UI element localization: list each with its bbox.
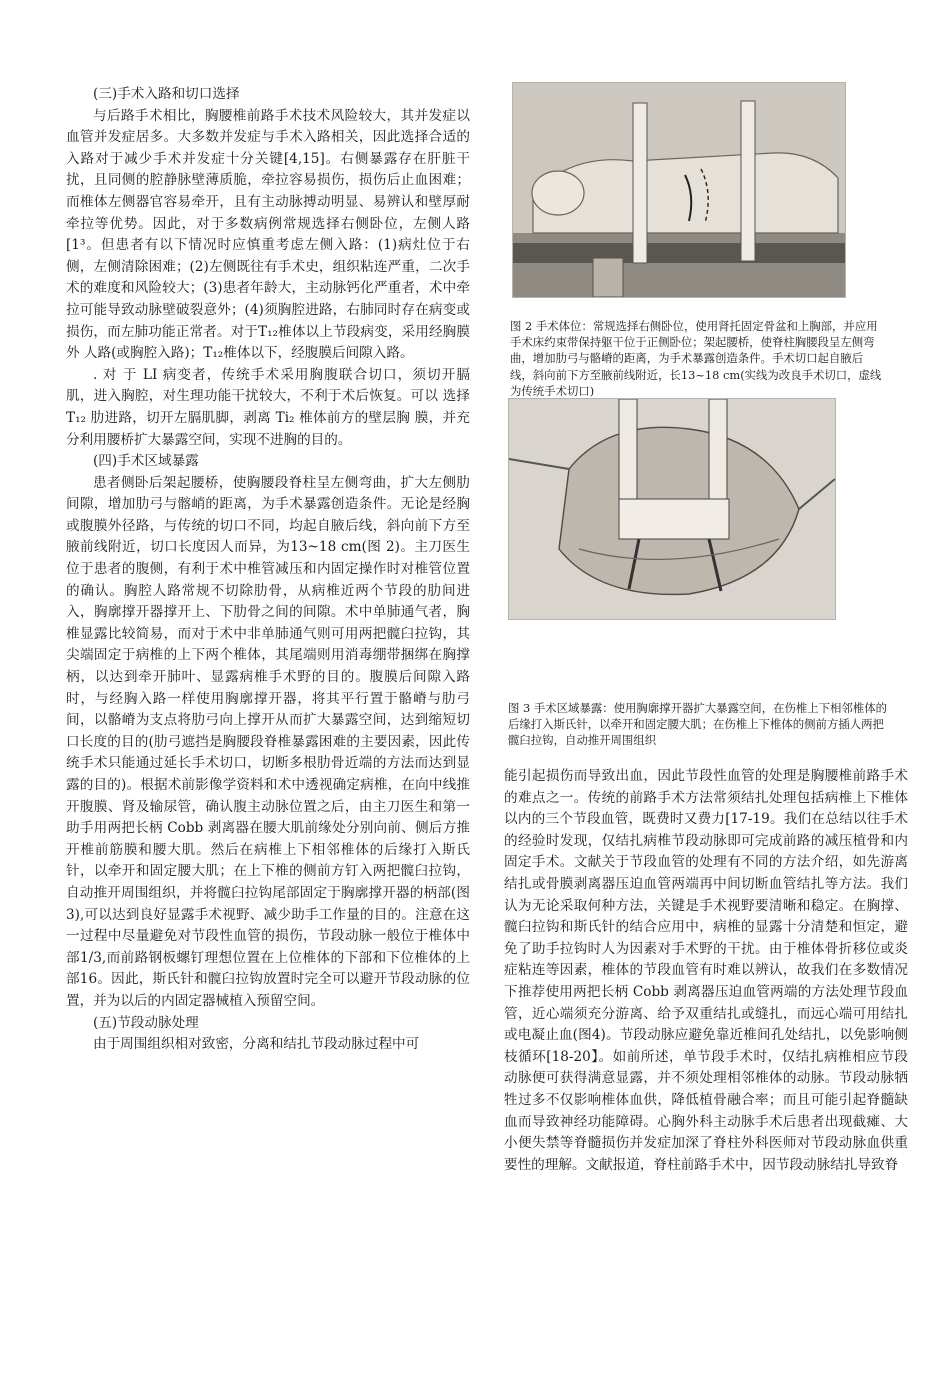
right-column — [504, 766, 908, 1176]
section-heading-exposure: (四)手术区域暴露 — [93, 453, 199, 470]
figure-2-image — [512, 82, 846, 298]
figure-3-caption: 图 3 手术区域暴露：使用胸廓撑开器扩大暴露空间，在伤椎上下相邻椎体的后缘打入斯氏针，以牵开和固定腰大肌；在伤椎上下椎体的侧前方插人两把髋臼拉钩，自动推开周围组织 — [508, 701, 887, 748]
paragraph-segmental-artery-start: 由于周围组织相对致密，分离和结扎节段动脉过程中可 — [93, 1036, 420, 1053]
section-heading-approach: (三)手术入路和切口选择 — [93, 86, 240, 102]
paragraph-approach: 与后路手术相比，胸腰椎前路手术技术风险较大，其并发症以血管并发症居多。大多数并发症与手术入路相关，因此选择合适的入路对于减少手术并发症十分关键[4,15]。右侧暴露存在肝脏干扰，且同侧的腔静脉壁薄质脆，牵拉容易损伤，损伤后止血困难；而椎体左侧器官容易牵开，且有主动脉搏动明显、易辨认和壁厚耐牵拉等优势。因此，对于多数病例常规选择右侧卧位，左侧人路[1³。但患者有以下情况时应慎重考虑左侧入路：(1)病灶位于右侧，左侧清除困难；(2)左侧既往有手术史，组织粘连严重，二次手术的难度和风险较大；(3)患者年龄大，主动脉钙化严重者，术中牵拉可能导致动脉壁破裂意外；(4)须胸腔进路，右肺同时存在病变或损伤，而左肺功能正常者。对于T₁₂椎体以上节段病变，采用经胸膜外 人路(或胸腔入路)；T₁₂椎体以下，经腹膜后间隙入路。 — [66, 107, 470, 362]
figure-3-image — [508, 398, 836, 620]
left-column — [66, 84, 470, 1056]
paragraph-exposure: 患者侧卧后架起腰桥，使胸腰段脊柱呈左侧弯曲，扩大左侧肋间隙，增加肋弓与髂峭的距离，为手术暴露创造条件。无论是经胸或腹膜外径路，与传统的切口不同，均起自腋后线，斜向前下方至腋前线附近，切口长度因人而异，为13~18 cm(图 2)。主刀医生位于患者的腹侧，有利于术中椎管减压和内固定操作时对椎管位置的确认。胸腔人路常规不切除肋骨，从病椎近两个节段的肋间进入，胸廓撑开器撑开上、下肋骨之间的间隙。术中单肺通气者，胸椎显露比较简易，而对于术中非单肺通气则可用两把髋臼拉钩，其尖端固定于病椎的上下两个椎体，其尾端则用消毒绷带捆绑在胸撑柄，以达到牵开肺叶、显露病椎手术野的目的。腹膜后间隙入路时，与经胸入路一样使用胸廓撑开器，将其平行置于骼嵴与肋弓间，以骼嵴为支点将肋弓向上撑开从而扩大暴露空间，达到缩短切口长度的目的(肋弓遮挡是胸腰段脊椎暴露困难的主要因素，因此传统手术只能通过延长手术切口，切断多根肋骨近端的方法而达到显露的目的)。根据术前影像学资料和术中透视确定病椎，在向中线推开腹膜、肾及输尿管，确认腹主动脉位置之后，由主刀医生和第一助手用两把长柄 Cobb 剥离器在腰大肌前缘处分别向前、侧后方推开椎前筋膜和腰大肌。然后在病椎上下相邻椎体的后缘打入斯氏针，以牵开和固定腰大肌；在上下椎的侧前方钉入两把髋臼拉钩，自动推开周围组织，并将髋臼拉钩尾部固定于胸廓撑开器的柄部(图3),可以达到良好显露手术视野、减少助手工作量的目的。注意在这一过程中尽量避免对节段性血管的损伤，节段动脉一般位于椎体中部1/3,而前路钢板螺钉理想位置在上位椎体的下部和下位椎体的上部16。因此，斯氏针和髋臼拉钩放置时完全可以避开节段动脉的位置，并为以后的内固定器械植入预留空间。 — [66, 474, 470, 1009]
paragraph-segmental-artery-cont: 能引起损伤而导致出血，因此节段性血管的处理是胸腰椎前路手术的难点之一。传统的前路手术方法常须结扎处理包括病椎上下椎体以内的三个节段血管，既费时又费力[17-19。我们在总结以往手术的经验时发现，仅结扎病椎节段动脉即可完成前路的减压植骨和内固定手术。文献关于节段血管的处理有不同的方法介绍，如先游离结扎或骨膜剥离器压迫血管两端再中间切断血管结扎等方法。我们认为无论采取何种方法，关键是手术视野要清晰和稳定。在胸撑、髋臼拉钩和斯氏针的结合应用中，病椎的显露十分清楚和恒定，避免了助手拉钩时人为因素对手术野的干扰。由于椎体骨折移位或炎症粘连等因素，椎体的节段血管有时难以辨认，故我们在多数情况下推荐使用两把长柄 Cobb 剥离器压迫血管两端的方法处理节段血管，近心端须充分游离、给予双重结扎或缝扎，而远心端可用结扎或电凝止血(图4)。节段动脉应避免靠近椎间孔处结扎，以免影响侧枝循环[18-20】。如前所述，单节段手术时，仅结扎病椎相应节段动脉便可获得满意显露，并不须处理相邻椎体的动脉。节段动脉牺牲过多不仅影响椎体血供，降低植骨融合率；而且可能引起脊髓缺血而导致神经功能障碍。心胸外科主动脉手术后患者出现截瘫、大小便失禁等脊髓损伤并发症加深了脊柱外科医师对节段动脉血供重要性的理解。文献报道，脊柱前路手术中，因节段动脉结扎导致脊 — [504, 768, 908, 1173]
paragraph-l1-lesion: . 对 于 LI 病变者，传统手术采用胸腹联合切口，须切开膈 肌，进入胸腔，对生理功能干扰较大，不利于术后恢复。可以 选择 T₁₂ 肋进路，切开左膈肌脚，剥离 Ti₂ 椎体前方的壁层胸 膜，并充分利用腰桥扩大暴露空间，实现不进胸的目的。 — [66, 366, 470, 448]
section-heading-segmental-artery: (五)节段动脉处理 — [93, 1014, 199, 1031]
figure-2-caption: 图 2 手术体位：常规选择右侧卧位，使用肾托固定骨盆和上胸部，并应用手术床约束带保持躯干位于正侧卧位；架起腰桥，使脊柱胸腰段呈左侧弯曲，增加肋弓与骼嵴的距离，为手术暴露创造条件。手术切口起自腋后线，斜向前下方至腋前线附近，长13~18 cm(实线为改良手术切口，虚线为传统手术切口) — [510, 319, 882, 398]
